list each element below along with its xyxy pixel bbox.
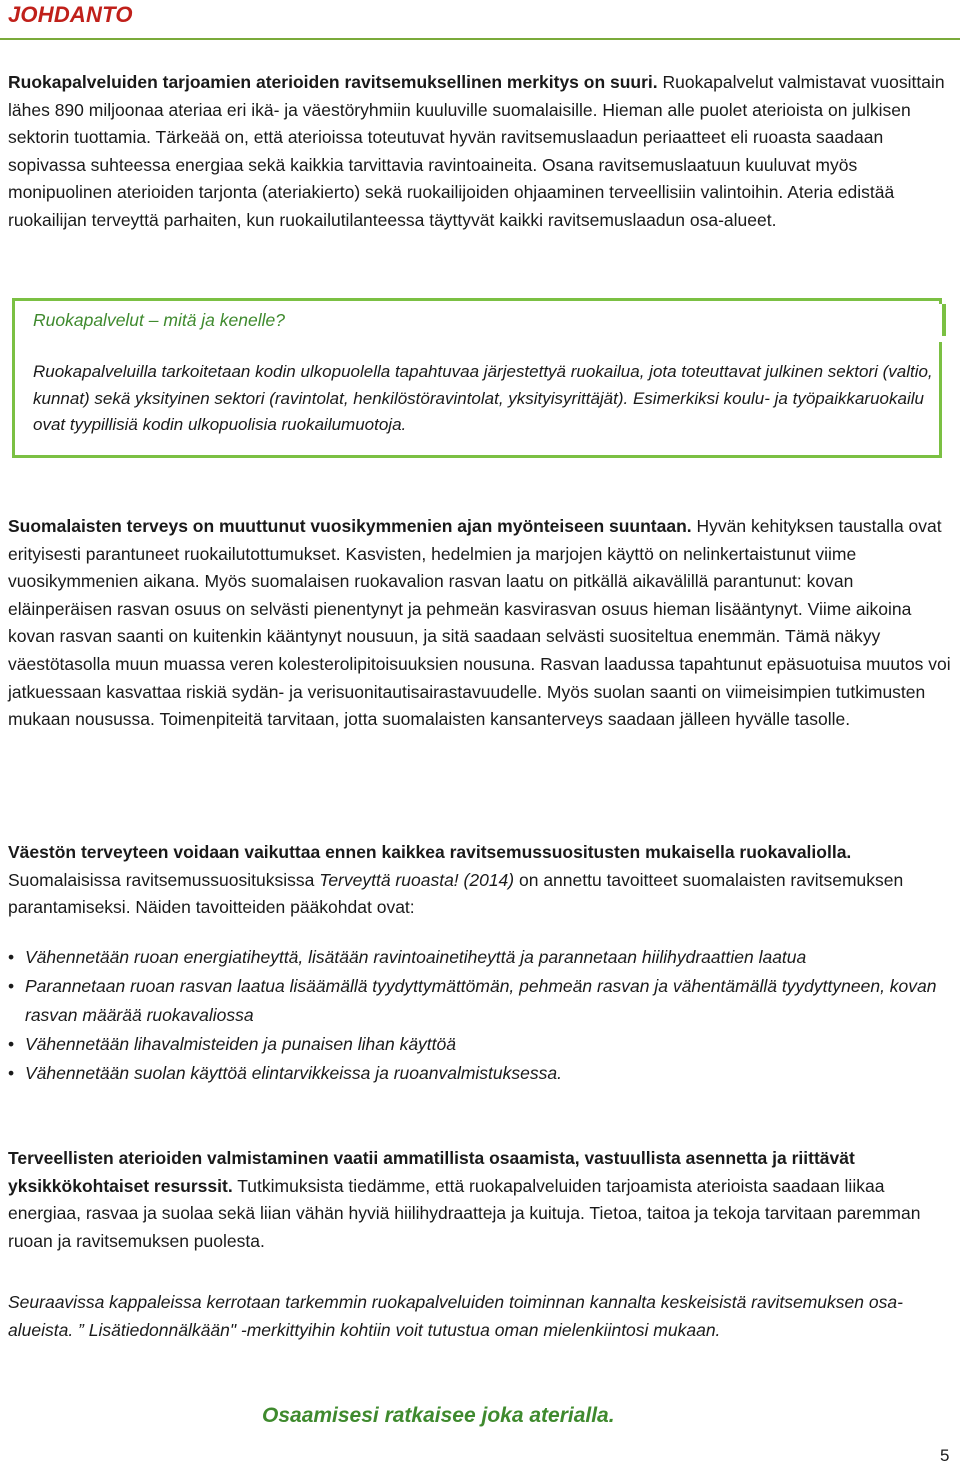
health-body: Hyvän kehityksen taustalla ovat erityisesti parantuneet ruokailutottumukset. Kasvisten, hedelmien ja marjojen käyttö on nelinkertaistunut viime vuosikymmenien aikana. Myös suomalaisen ruokavalion rasvan laatu on pitkällä aikavälillä parantunut: kovan eläinperäisen rasvan osuus on selvästi pienentynyt ja pehmeän kasvirasvan osuus hieman lisääntynyt. Viime aikoina kovan rasvan saanti on kuitenkin kääntynyt nousuun, ja sitä saadaan selvästi suositeltua enemmän. Tämä näkyy väestötasolla muun muassa veren kolesterolipitoisuuksien nousuna. Rasvan laadussa tapahtunut epäsuotuisa muutos voi jatkuessaan kasvattaa riskiä sydän- ja verisuonitautisairastavuudelle. Myös suolan saanti on viimeisimpien tutkimusten mukaan nousussa. Toimenpiteitä tarvitaan, jotta suomalaisten kansanterveys saadaan jälleen hyvälle tasolle.	[8, 516, 951, 730]
bullet-icon: •	[8, 1063, 15, 1083]
bullet-icon: •	[8, 947, 15, 967]
list-item	[8, 1059, 952, 1088]
motto: Osaamisesi ratkaisee joka aterialla.	[262, 1404, 615, 1427]
bullet-icon: •	[8, 976, 15, 996]
recommendations-body-before: Suomalaisissa ravitsemussuosituksissa	[8, 869, 320, 890]
skills-lead: Terveellisten aterioiden valmistaminen vaatii ammatillista osaamista, vastuullista asennetta ja riittävät yksikkökohtaiset resurssit.	[8, 1148, 855, 1196]
page-heading: JOHDANTO	[8, 2, 133, 27]
closing-paragraph: Seuraavissa kappaleissa kerrotaan tarkemmin ruokapalveluiden toiminnan kannalta keskeisistä ravitsemuksen osa-alueista. ” Lisätiedonnälkään" -merkittyihin kohtiin voit tutustua oman mielenkiintosi mukaan.	[8, 1292, 903, 1340]
recommendations-body-after: on annettu tavoitteet suomalaisten ravitsemuksen parantamiseksi. Näiden tavoitteiden pääkohdat ovat:	[8, 869, 904, 918]
skills-body: Tutkimuksista tiedämme, että ruokapalveluiden tarjoamista aterioista saadaan liikaa energiaa, rasvaa ja suolaa sekä liian vähän hyviä hiilihydraatteja ja kuituja. Tietoa, taitoa ja tekoja tarvitaan paremman ruoan ja ravitsemuksen puolesta.	[8, 1175, 921, 1251]
health-paragraph	[8, 513, 952, 734]
recommendations-lead: Väestön terveyteen voidaan vaikuttaa ennen kaikkea ravitsemussuositusten mukaisella ruokavaliolla.	[8, 842, 852, 862]
info-box-side-bar	[942, 304, 946, 336]
health-lead: Suomalaisten terveys on muuttunut vuosikymmenien ajan myönteiseen suuntaan.	[8, 516, 692, 536]
recommendations-paragraph	[8, 839, 948, 922]
intro-paragraph	[8, 69, 948, 235]
list-item	[8, 1030, 952, 1059]
heading-divider	[0, 38, 960, 40]
info-box-title: Ruokapalvelut – mitä ja kenelle?	[33, 310, 285, 330]
info-box-text: Ruokapalveluilla tarkoitetaan kodin ulkopuolella tapahtuvaa järjestettyä ruokailua, jota toteuttavat julkinen sektori (valtio, kunnat) sekä yksityinen sektori (ravintolat, henkilöstöravintolat, yksityisyrittäjät). Esimerkiksi koulu- ja työpaikkaruokailu ovat tyypillisiä kodin ulkopuolisia ruokailumuotoja.	[33, 362, 933, 434]
recommendations-list	[8, 943, 952, 1088]
page-number: 5	[940, 1446, 950, 1465]
list-item-text: Vähennetään lihavalmisteiden ja punaisen lihan käyttöä	[25, 1034, 456, 1054]
list-item-text: Vähennetään suolan käyttöä elintarvikkeissa ja ruoanvalmistuksessa.	[25, 1063, 562, 1083]
list-item-text: Vähennetään ruoan energiatiheyttä, lisätään ravintoainetiheyttä ja parannetaan hiilihydraattien laatua	[25, 947, 807, 967]
skills-paragraph	[8, 1145, 948, 1255]
bullet-icon: •	[8, 1034, 15, 1054]
intro-lead: Ruokapalveluiden tarjoamien aterioiden ravitsemuksellinen merkitys on suuri.	[8, 72, 658, 92]
list-item	[8, 943, 952, 972]
list-item	[8, 972, 952, 1030]
recommendations-title: Terveyttä ruoasta! (2014)	[319, 869, 515, 890]
list-item-text: Parannetaan ruoan rasvan laatua lisäämällä tyydyttymättömän, pehmeän rasvan ja vähentämällä tyydyttyneen, kovan rasvan määrää ruokavaliossa	[25, 976, 937, 1025]
intro-body: Ruokapalvelut valmistavat vuosittain lähes 890 miljoonaa ateriaa eri ikä- ja väestöryhmiin kuuluville suomalaisille. Hieman alle puolet aterioista on julkisen sektorin tuottamia. Tärkeää on, että aterioissa toteutuvat hyvän ravitsemuslaadun periaatteet eli ruoasta saadaan sopivassa suhteessa energiaa sekä kaikkia tarvittavia ravintoaineita. Osana ravitsemuslaatuun kuuluvat myös monipuolinen aterioiden tarjonta (ateriakierto) sekä ruokailijoiden ohjaaminen terveellisiin valintoihin. Ateria edistää ruokailijan terveyttä parhaiten, kun ruokailutilanteessa täyttyvät kaikki ravitsemuslaadun osa-alueet.	[8, 72, 945, 230]
